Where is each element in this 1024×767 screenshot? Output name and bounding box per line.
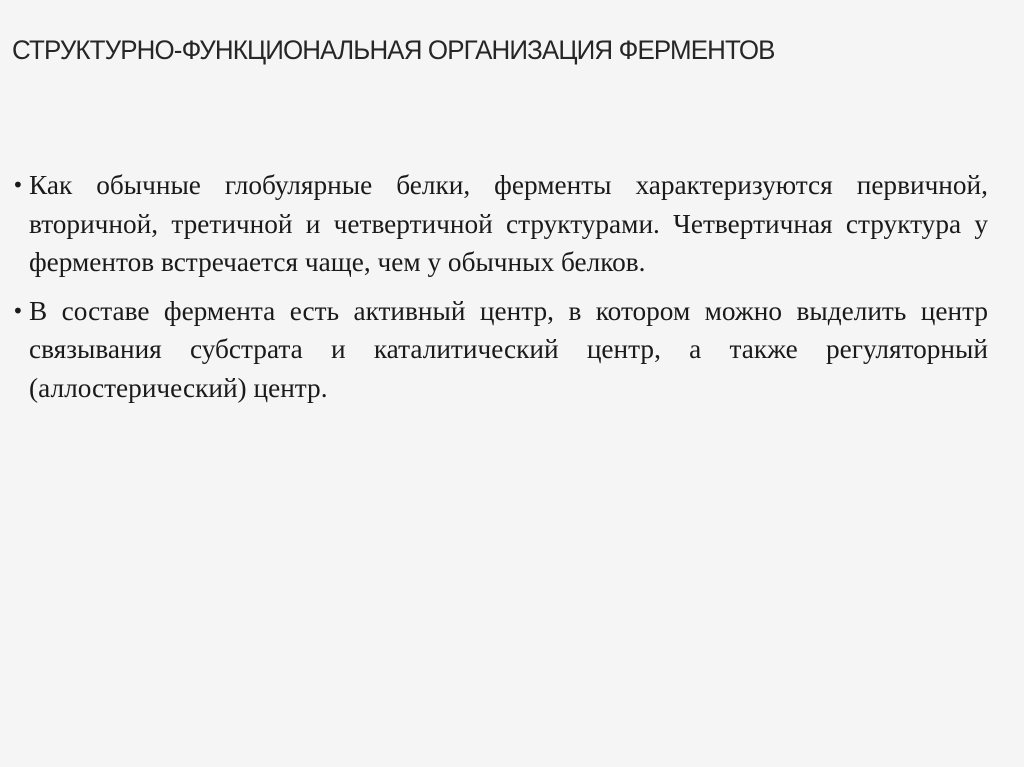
bullet-text: Как обычные глобулярные белки, ферменты характеризуются первичной, вторичной, третичной и четвертичной структурами. Четвертичная структура у ферментов встречается чаще, чем у обычных белков. [29, 170, 988, 277]
bullet-icon: • [12, 298, 24, 323]
bullet-list [12, 166, 988, 417]
bullet-item [12, 292, 988, 408]
bullet-text: В составе фермента есть активный центр, в котором можно выделить центр связывания субстрата и каталитический центр, а также регуляторный (аллостерический) центр. [29, 295, 988, 403]
slide-title: СТРУКТУРНО-ФУНКЦИОНАЛЬНАЯ ОРГАНИЗАЦИЯ ФЕРМЕНТОВ [12, 35, 775, 65]
bullet-item [12, 166, 988, 282]
bullet-icon: • [12, 173, 24, 197]
